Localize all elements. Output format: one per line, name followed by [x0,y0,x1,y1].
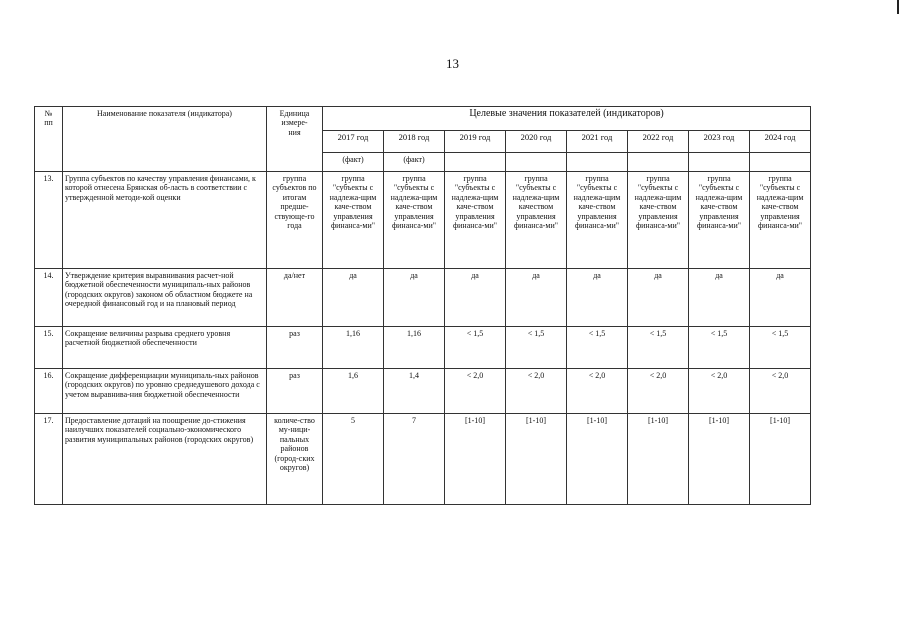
target-value: [1-10] [567,414,628,505]
target-value: 7 [384,414,445,505]
target-value: < 1,5 [689,327,750,369]
target-value: группа "субъекты с надлежа-щим каче-ством управления финанса-ми" [323,172,384,269]
target-value: [1-10] [689,414,750,505]
indicator-unit: раз [267,327,323,369]
header-year: 2021 год [567,130,628,152]
table-row [35,172,811,269]
indicator-unit: группа субъектов по итогам предше-ствующе-го года [267,172,323,269]
indicator-unit: количе-ство му-ници-пальных районов (город-ских округов) [267,414,323,505]
target-value: < 1,5 [445,327,506,369]
table-row [35,269,811,327]
table-row [35,414,811,505]
indicator-name: Группа субъектов по качеству управления финансами, к которой отнесена Брянская об-ласть в соответствии с утвержденной методи-кой оценки [63,172,267,269]
target-value: 5 [323,414,384,505]
header-year: 2017 год [323,130,384,152]
target-value: да [750,269,811,327]
header-num: № пп [35,107,63,172]
target-value: да [445,269,506,327]
target-value: 1,16 [323,327,384,369]
page-number: 13 [446,56,459,71]
target-value: < 1,5 [628,327,689,369]
indicator-name: Предоставление дотаций на поощрение до-стижения наилучших показателей социально-экономического развития муниципальных районов (городских округов) [63,414,267,505]
header-fact: (факт) [384,152,445,171]
indicator-name: Сокращение дифференциации муниципаль-ных районов (городских округов) по уровню среднедушевого дохода с учетом выравнива-ния бюджетной обеспеченности [63,369,267,414]
target-value: 1,16 [384,327,445,369]
target-value: группа "субъекты с надлежа-щим качеством управления финанса-ми" [506,172,567,269]
target-value: [1-10] [750,414,811,505]
target-value: [1-10] [445,414,506,505]
target-value: группа "субъекты с надлежа-щим каче-ством управления финанса-ми" [750,172,811,269]
indicator-unit: да/нет [267,269,323,327]
target-value: да [628,269,689,327]
target-value: группа "субъекты с надлежа-щим каче-ством управления финанса-ми" [384,172,445,269]
header-unit: Единица измере- ния [267,107,323,172]
header-year: 2023 год [689,130,750,152]
target-value: группа "субъекты с надлежа-щим каче-ством управления финанса-ми" [689,172,750,269]
header-empty [445,152,506,171]
row-num: 17. [35,414,63,505]
target-value: да [689,269,750,327]
header-year: 2019 год [445,130,506,152]
header-targets: Целевые значения показателей (индикаторов) [323,107,811,131]
row-num: 14. [35,269,63,327]
row-num: 15. [35,327,63,369]
target-value: < 1,5 [506,327,567,369]
header-empty [567,152,628,171]
header-fact: (факт) [323,152,384,171]
target-value: < 2,0 [689,369,750,414]
target-value: группа "субъекты с надлежа-щим каче-ством управления финанса-ми" [445,172,506,269]
header-year: 2020 год [506,130,567,152]
table-row [35,369,811,414]
target-value: [1-10] [628,414,689,505]
target-value: < 2,0 [445,369,506,414]
target-value: группа "субъекты с надлежа-щим каче-ством управления финанса-ми" [628,172,689,269]
margin-mark [897,0,899,14]
header-empty [689,152,750,171]
target-value: группа "субъекты с надлежа-щим каче-ством управления финанса-ми" [567,172,628,269]
header-year: 2018 год [384,130,445,152]
row-num: 16. [35,369,63,414]
header-empty [750,152,811,171]
indicators-table [34,106,811,505]
target-value: < 2,0 [506,369,567,414]
target-value: [1-10] [506,414,567,505]
header-year: 2022 год [628,130,689,152]
target-value: < 2,0 [628,369,689,414]
header-empty [628,152,689,171]
target-value: да [567,269,628,327]
target-value: да [384,269,445,327]
indicator-name: Сокращение величины разрыва среднего уровня расчетной бюджетной обеспеченности [63,327,267,369]
target-value: да [506,269,567,327]
row-num: 13. [35,172,63,269]
target-value: да [323,269,384,327]
header-name: Наименование показателя (индикатора) [63,107,267,172]
header-year: 2024 год [750,130,811,152]
target-value: < 2,0 [567,369,628,414]
target-value: 1,4 [384,369,445,414]
indicator-name: Утверждение критерия выравнивания расчет-ной бюджетной обеспеченности муниципаль-ных районов (городских округов) законом об областном бюджете на очередной финансовый год и на плановый период [63,269,267,327]
target-value: < 1,5 [567,327,628,369]
target-value: < 2,0 [750,369,811,414]
table-row [35,327,811,369]
target-value: < 1,5 [750,327,811,369]
target-value: 1,6 [323,369,384,414]
header-empty [506,152,567,171]
indicator-unit: раз [267,369,323,414]
